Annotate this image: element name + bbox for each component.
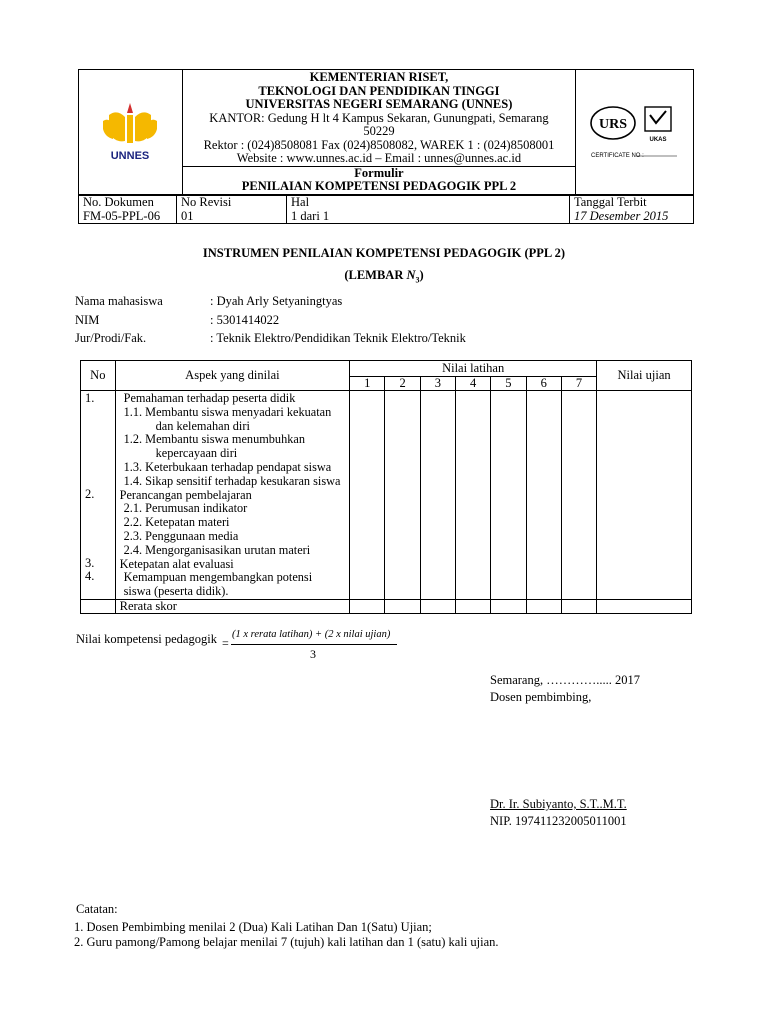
rerata-cell[interactable]: [350, 599, 385, 613]
tanggal-cell: [570, 196, 694, 224]
rerata-no-cell: [81, 599, 116, 613]
phone-line: Rektor : (024)8508081 Fax (024)8508082, WAREK 1 : (024)8508001: [203, 137, 555, 152]
col-latihan-header: Nilai latihan: [350, 361, 597, 377]
tanggal-label: Tanggal Terbit: [574, 195, 647, 209]
notes-heading: Catatan:: [76, 902, 118, 916]
aspect-item: 2.4. Mengorganisasikan urutan materi: [123, 542, 311, 557]
hal-cell: [287, 196, 570, 224]
sheet-sub: 3: [415, 275, 420, 285]
aspect-item: Pemahaman terhadap peserta didik: [123, 391, 296, 405]
aspect-item: 1.1. Membantu siswa menyadari kekuatan: [123, 404, 332, 419]
score-cell[interactable]: [526, 391, 561, 600]
svg-text:URS: URS: [598, 116, 627, 132]
university-name: UNIVERSITAS NEGERI SEMARANG (UNNES): [245, 97, 513, 111]
svg-text:CERTIFICATE NO :: CERTIFICATE NO :: [590, 152, 644, 159]
student-name-label: Nama mahasiswa: [75, 294, 163, 308]
score-cell[interactable]: [491, 391, 526, 600]
document-meta-row: [78, 195, 694, 224]
aspect-item: 1.2. Membantu siswa menumbuhkan: [123, 432, 305, 447]
score-cell[interactable]: [420, 391, 455, 600]
rerata-row: [81, 599, 692, 613]
aspect-item: Ketepatan alat evaluasi: [119, 556, 234, 571]
svg-text:UKAS: UKAS: [649, 136, 667, 143]
number-2: 2.: [85, 486, 95, 501]
no-revisi-label: No Revisi: [181, 195, 232, 209]
note-item-2: 2. Guru pamong/Pamong belajar menilai 7 (tujuh) kali latihan dan 1 (satu) kali ujian.: [74, 935, 499, 949]
formula-equals: =: [222, 636, 229, 650]
form-title-cell: [182, 166, 576, 194]
fraction-bar: [231, 644, 397, 645]
office-address: KANTOR: Gedung H lt 4 Kampus Sekaran, Gunungpati, Semarang: [209, 110, 549, 125]
aspect-item: 2.1. Perumusan indikator: [123, 501, 248, 516]
signature-role: Dosen pembimbing,: [490, 690, 592, 704]
number-1: 1.: [85, 391, 95, 405]
latihan-col-4: 4: [456, 377, 491, 391]
formula-label: Nilai kompetensi pedagogik: [76, 632, 217, 646]
document-header: [78, 69, 694, 195]
unnes-logo-icon: [95, 99, 165, 165]
latihan-col-3: 3: [420, 377, 455, 391]
institution-info: [182, 70, 576, 167]
aspect-item: siswa (peserta didik).: [123, 584, 229, 599]
aspect-item: kepercayaan diri: [155, 446, 238, 461]
form-title: PENILAIAN KOMPETENSI PEDAGOGIK PPL 2: [241, 179, 517, 193]
ministry-line1: KEMENTERIAN RISET,: [309, 70, 449, 84]
rerata-cell[interactable]: [561, 599, 596, 613]
score-cell[interactable]: [456, 391, 491, 600]
rerata-label: Rerata skor: [115, 599, 350, 613]
no-dokumen-cell: [79, 196, 177, 224]
sheet-n: N: [406, 268, 416, 282]
sheet-suffix: ): [419, 268, 424, 282]
aspect-list: [115, 391, 350, 600]
score-cell[interactable]: [385, 391, 420, 600]
certification-logo-icon: [585, 101, 685, 163]
rerata-cell[interactable]: [491, 599, 526, 613]
rerata-cell[interactable]: [597, 599, 692, 613]
latihan-col-6: 6: [526, 377, 561, 391]
score-cell[interactable]: [597, 391, 692, 600]
aspect-row: [81, 391, 692, 600]
hal-value: 1 dari 1: [291, 208, 330, 223]
col-no-header: No: [81, 361, 116, 391]
student-jur-value: : Teknik Elektro/Pendidikan Teknik Elektro/Teknik: [210, 331, 466, 345]
latihan-col-5: 5: [491, 377, 526, 391]
aspect-item: 1.3. Keterbukaan terhadap pendapat siswa: [123, 459, 332, 474]
student-name-value: : Dyah Arly Setyaningtyas: [210, 294, 343, 308]
instrument-title: INSTRUMEN PENILAIAN KOMPETENSI PEDAGOGIK (PPL 2): [202, 246, 566, 260]
formula-numerator: (1 x rerata latihan) + (2 x nilai ujian): [232, 629, 391, 640]
signature-nip: NIP. 197411232005011001: [490, 814, 627, 828]
tanggal-value: 17 Desember 2015: [574, 208, 669, 223]
sheet-label: [0, 268, 768, 285]
col-aspek-header: Aspek yang dinilai: [115, 361, 350, 391]
office-postcode: 50229: [363, 124, 395, 138]
aspect-item: Perancangan pembelajaran: [119, 487, 252, 502]
latihan-col-2: 2: [385, 377, 420, 391]
no-revisi-value: 01: [181, 208, 194, 223]
aspect-item: 2.2. Ketepatan materi: [123, 515, 230, 530]
note-item-1: 1. Dosen Pembimbing menilai 2 (Dua) Kali Latihan Dan 1(Satu) Ujian;: [74, 920, 432, 934]
latihan-col-1: 1: [350, 377, 385, 391]
student-nim-label: NIM: [75, 313, 100, 327]
no-dokumen-value: FM-05-PPL-06: [83, 208, 161, 223]
score-table: [80, 360, 692, 614]
no-dokumen-label: No. Dokumen: [83, 195, 154, 209]
hal-label: Hal: [291, 195, 310, 209]
aspect-item: Kemampuan mengembangkan potensi: [123, 570, 313, 585]
unnes-logo-cell: [79, 70, 183, 195]
student-jur-label: Jur/Prodi/Fak.: [75, 331, 147, 345]
number-4: 4.: [85, 569, 95, 584]
rerata-cell[interactable]: [385, 599, 420, 613]
aspect-numbers: [81, 391, 116, 600]
aspect-item: 1.4. Sikap sensitif terhadap kesukaran siswa: [123, 473, 341, 488]
rerata-cell[interactable]: [420, 599, 455, 613]
number-3: 3.: [85, 555, 95, 570]
svg-text:UNNES: UNNES: [110, 149, 150, 162]
certification-logo-cell: [576, 70, 694, 195]
formula-denominator: 3: [310, 647, 316, 661]
aspect-item: 2.3. Penggunaan media: [123, 528, 239, 543]
score-cell[interactable]: [561, 391, 596, 600]
formulir-label: Formulir: [354, 165, 404, 180]
latihan-col-7: 7: [561, 377, 596, 391]
aspect-item: dan kelemahan diri: [155, 418, 250, 433]
rerata-cell[interactable]: [456, 599, 491, 613]
signature-place-date: Semarang, …………..... 2017: [490, 673, 640, 687]
col-ujian-header: Nilai ujian: [597, 361, 692, 391]
no-revisi-cell: [177, 196, 287, 224]
score-cell[interactable]: [350, 391, 385, 600]
signature-name: Dr. Ir. Subiyanto, S.T..M.T.: [490, 797, 627, 811]
rerata-cell[interactable]: [526, 599, 561, 613]
ministry-line2: TEKNOLOGI DAN PENDIDIKAN TINGGI: [258, 83, 500, 98]
sheet-prefix: (LEMBAR: [344, 268, 407, 282]
web-line: Website : www.unnes.ac.id – Email : unnes@unnes.ac.id: [236, 151, 522, 165]
student-nim-value: : 5301414022: [210, 313, 280, 327]
